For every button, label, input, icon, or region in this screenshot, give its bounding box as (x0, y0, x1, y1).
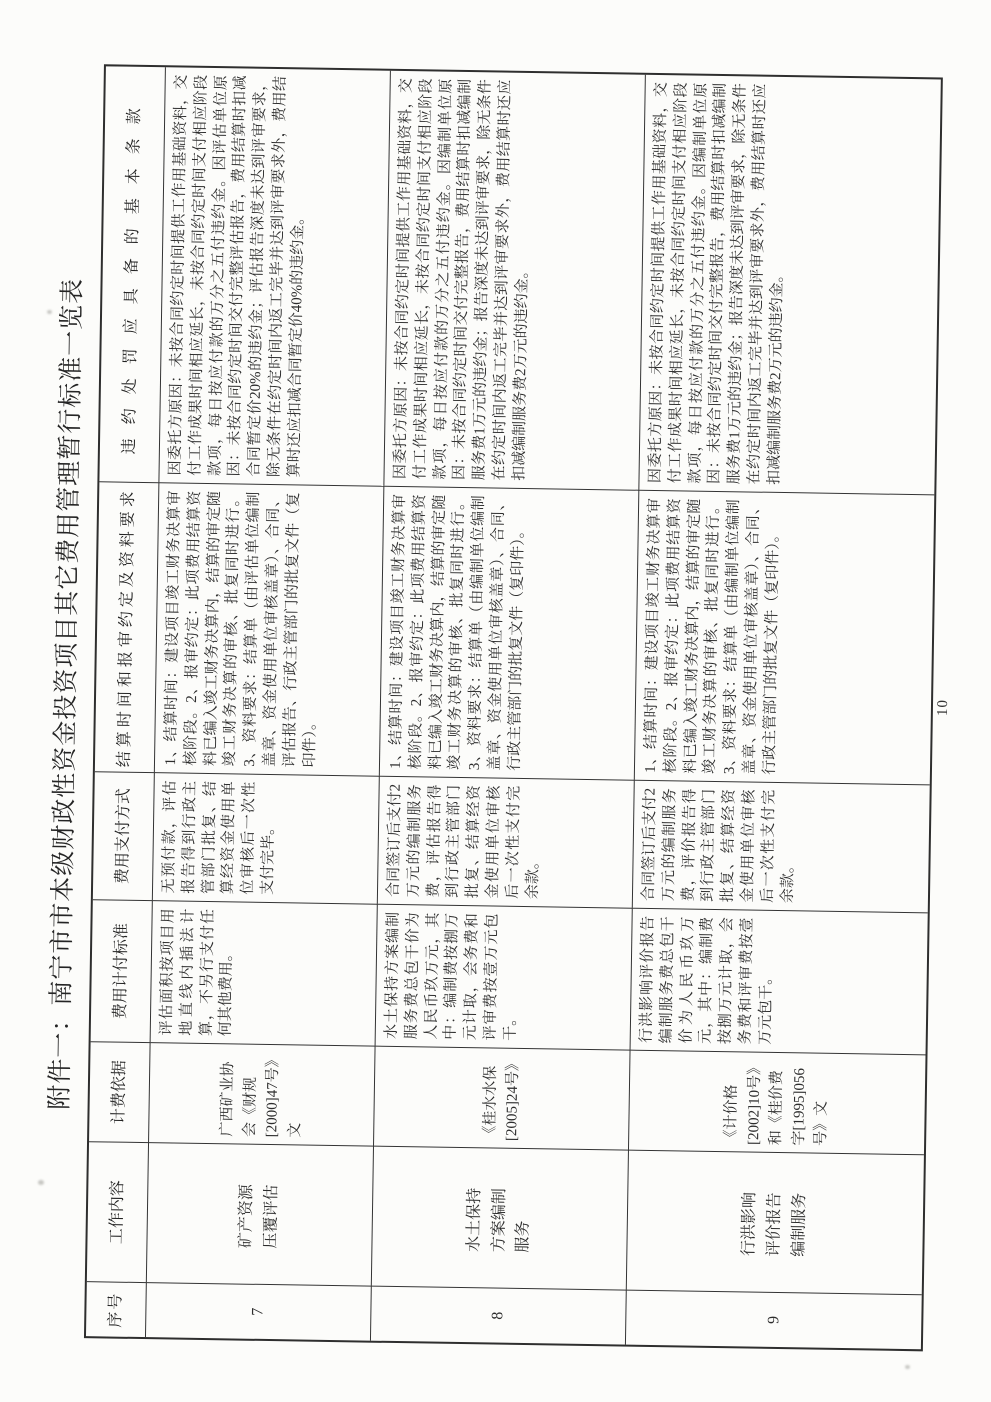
work-text: 矿产资源压覆评估 (237, 1184, 281, 1249)
cell-row8-settlement: 1、结算时间：建设项目竣工财务决算审核阶段。2、报审约定：此项费用结算资料已编入竣工财务决算内，结算的审定随竣工财务决算的审核、批复同时进行。3、资料要求：结算单（由编制单位编制盖章、资金使用单位审核盖章）、合同、行政主管部门的批复文件（复印件）。 (380, 486, 640, 780)
work-text: 水土保持方案编制服务 (465, 1187, 533, 1253)
document-title (35, 0, 93, 1395)
cell-row9-no: 9 (626, 1290, 922, 1350)
basis-text: 《计价格[2002]10号》和《桂价费字[1995]056号》文 (723, 1059, 831, 1147)
cell-row8-breach: 因委托方原因：未按合同约定时间提供工作用基础资料，交付工作成果时间相应延长，未按合同约定时间支付相应阶段款项，每日按应付款的万分之五付违约金。因编制单位原因：未按合同约定时间交付完整报告，费用结算时扣减编制服务费1万元的违约金；报告深度未达到评审要求，除无条件在约定时间内返工完毕并达到评审要求外，费用结算时还应扣减编制服务费2万元的违约金。 (384, 71, 645, 490)
basis-text: 《桂水水保[2005]24号》 (481, 1055, 522, 1142)
document-body (35, 0, 991, 1402)
work-text: 行洪影响评价报告编制服务 (740, 1191, 809, 1257)
cell-row7-basis (149, 1042, 376, 1146)
title-text: 南宁市市本级财政性资金投资项目其它费用管理暂行标准一览表 (48, 277, 87, 1006)
cell-row8-work (372, 1146, 629, 1290)
cell-row9-standard: 行洪影响评价报告编制服务费总包干价为人民币玖万元，其中：编制费按捌万元计取，会务费和评审费按壹万元包干。 (631, 908, 928, 1055)
header-serial-no: 序号 (86, 1281, 147, 1337)
cell-row8-standard: 水土保持方案编制服务费总包干价为人民币玖万元，其中：编制费按捌万元计取，会务费和评审费按壹万元包干。 (376, 904, 633, 1050)
cell-row7-no: 7 (146, 1282, 372, 1341)
cell-row8-payment: 合同签订后支付2万元的编制服务费，评估报告得到行政主管部门批复、结算经资金使用单位审核后一次性支付完余款。 (378, 776, 635, 908)
cell-row7-payment: 无预付款，评估报告得到行政主管部门批复、结算经资金使用单位审核后一次性支付完毕。 (153, 772, 380, 904)
header-breach: 违约处罚应具备的基本条款 (99, 66, 166, 482)
header-payment: 费用支付方式 (93, 771, 155, 900)
cell-row9-payment: 合同签订后支付2万元的编制服务费，评价报告得到行政主管部门批复、结算经资金使用单位审核后一次性支付完余款。 (633, 780, 930, 913)
cell-row8-basis (374, 1046, 631, 1150)
header-work: 工作内容 (87, 1141, 149, 1282)
page-number: 10 (934, 698, 952, 717)
cell-row7-standard: 评估面积按项目用地直线内插法计算，不另行支付任何其他费用。 (151, 900, 378, 1046)
cell-row7-breach: 因委托方原因：未按合同约定时间提供工作用基础资料，交付工作成果时间相应延长，未按合同约定时间支付相应阶段款项，每日按应付款的万分之五付违约金。因评估单位原因：未按合同约定时间交付完整评估报告，费用结算时扣减合同暂定价20%的违约金；评估报告深度未达到评审要求，除无条件在约定时间内返工完毕并达到评审要求外，费用结算时还应扣减合同暂定价40%的违约金。 (159, 67, 390, 485)
fee-standards-table (84, 64, 943, 1351)
basis-text: 广西矿业协会《财规[2000]47号》文 (219, 1052, 303, 1138)
attachment-label: 附件一： (46, 1005, 76, 1110)
header-standard: 费用计付标准 (91, 899, 153, 1042)
cell-row7-work (147, 1142, 374, 1286)
header-basis: 计费依据 (89, 1041, 151, 1142)
cell-row9-basis (629, 1050, 926, 1155)
cell-row7-settlement: 1、结算时间：建设项目竣工财务决算审核阶段。2、报审约定：此项费用结算资料已编入竣工财务决算内，结算的审定随竣工财务决算的审核、批复同时进行。3、资料要求：结算单（由评估单位编制盖章、资金使用单位审核盖章）、合同、评估报告、行政主管部门的批复文件（复印件）。 (155, 482, 385, 775)
cell-row9-work (627, 1150, 924, 1295)
cell-row9-settlement: 1、结算时间：建设项目竣工财务决算审核阶段。2、报审约定：此项费用结算资料已编入竣工财务决算内，结算的审定随竣工财务决算的审核、批复同时进行。3、资料要求：结算单（由编制单位编制盖章、资金使用单位审核盖章）、合同、行政主管部门的批复文件（复印件）。 (635, 490, 935, 785)
cell-row9-breach: 因委托方原因：未按合同约定时间提供工作用基础资料，交付工作成果时间相应延长，未按合同约定时间支付相应阶段款项，每日按应付款的万分之五付违约金。因编制单位原因：未按合同约定时间交付完整报告，费用结算时扣减编制服务费1万元的违约金；报告深度未达到评审要求，除无条件在约定时间内返工完毕并达到评审要求外，费用结算时还应扣减编制服务费2万元的违约金。 (647, 81, 786, 485)
header-settlement: 结算时间和报审约定及资料要求 (95, 481, 160, 772)
cell-row8-no: 8 (371, 1286, 627, 1345)
